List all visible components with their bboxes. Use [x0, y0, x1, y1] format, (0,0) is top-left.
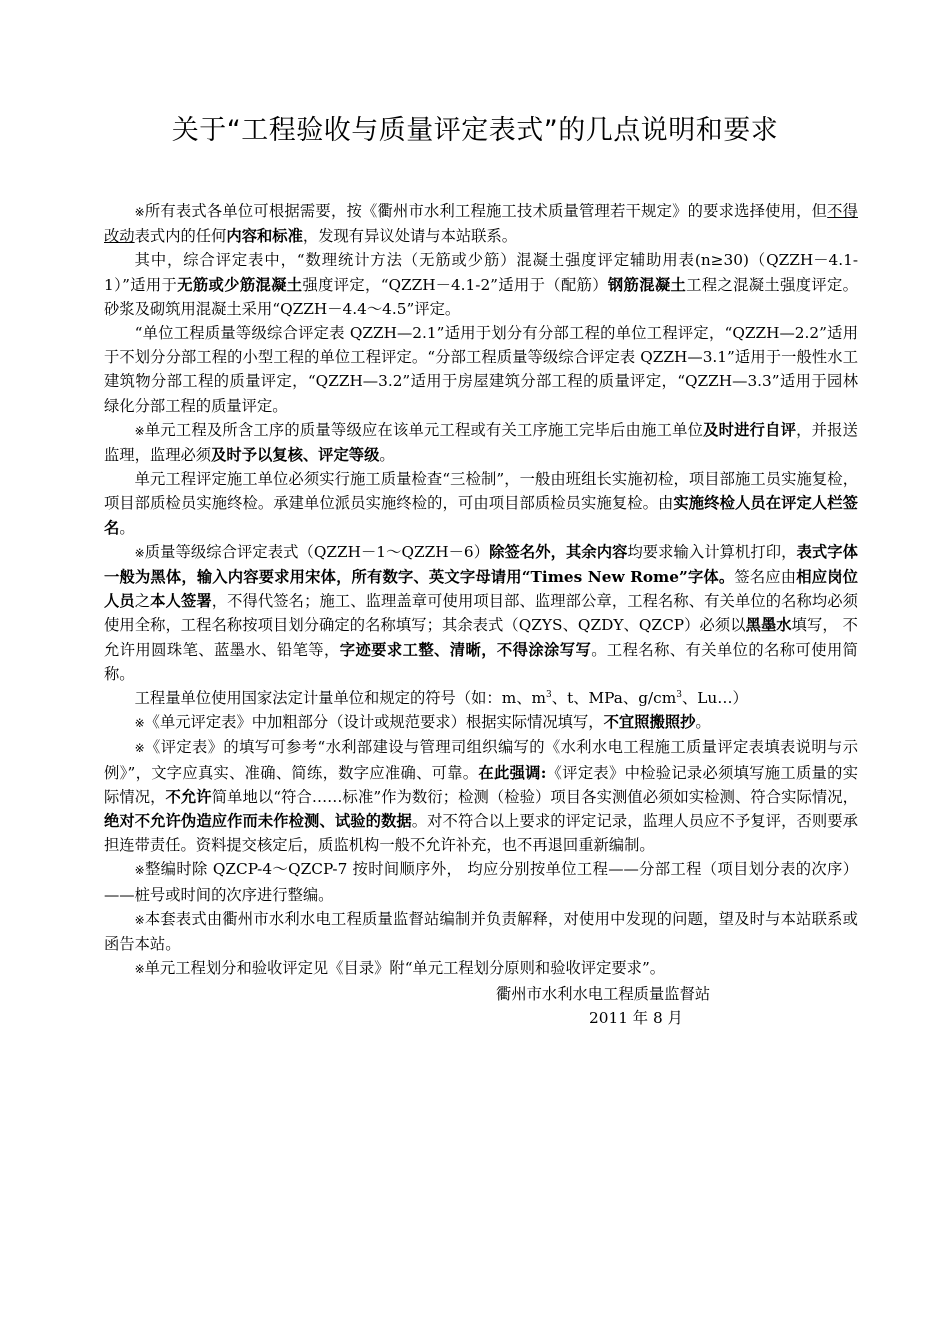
- bold-text: 钢筋混凝土: [607, 275, 687, 294]
- bold-text: 黑墨水: [745, 616, 792, 635]
- reference-mark: ※: [134, 423, 145, 438]
- text-run: 整编时除 QZCP-4～QZCP-7 按时间顺序外， 均应分别按单位工程——分部工程（项目划分表的次序）——桩号或时间的次序进行整编。: [104, 860, 858, 904]
- text-run: 《评定表》中检验记录必须填写施工质量的实际情况，: [104, 763, 859, 806]
- text-run: 其中，综合评定表中，“数理统计方法（无筋或少筋）混凝土强度评定辅助用表(n≥30)（QZZH－4.1-1）”适用于: [104, 251, 858, 294]
- text-run: 表式内的任何: [134, 227, 227, 246]
- text-run: ，发现有异议处请与本站联系。: [302, 227, 518, 246]
- text-run: 。: [695, 713, 711, 732]
- text-run: 之: [134, 592, 151, 611]
- reference-mark: ※: [134, 741, 146, 756]
- bold-text: 本人签署: [150, 592, 212, 611]
- paragraph-interpretation: [104, 907, 858, 956]
- text-run: 《单元评定表》中加粗部分（设计或规范要求）根据实际情况填写，: [144, 713, 604, 732]
- superscript: 3: [676, 689, 682, 700]
- text-run: 均要求输入计算机打印，: [627, 542, 797, 561]
- bold-text: 字迹要求工整、清晰，不得涂涂写写: [339, 640, 592, 659]
- paragraph-bold-fields: [104, 710, 858, 735]
- superscript: 3: [546, 689, 552, 700]
- bold-text: 绝对不允许伪造应作而未作检测、试验的数据: [104, 812, 412, 831]
- bold-text: 表式字体一般为黑体，输入内容要求用宋体，所有数字、英文字母请用“Times New Rome”字体。: [104, 542, 858, 587]
- bold-text: 实施终检人员在评定人栏签名: [104, 494, 858, 537]
- paragraph-unit-tables: “单位工程质量等级综合评定表 QZZH—2.1”适用于划分有分部工程的单位工程评定，“QZZH—2.2”适用于不划分分部工程的小型工程的单位工程评定。“分部工程质量等级综合评定表 QZZH—3.1”适用于一般性水工建筑物分部工程的质量评定，“QZZH—3.2”适用于房屋建筑分部工程的质量评定，“QZZH—3.3”适用于园林绿化分部工程的质量评定。: [104, 324, 858, 415]
- text-run: 。: [119, 518, 135, 537]
- paragraph-usage: [104, 199, 858, 248]
- bold-text: 内容和标准: [226, 227, 303, 246]
- text-run: 工程之混凝土强度评定。砂浆及砌筑用混凝土采用“QZZH－4.4～4.5”评定。: [104, 275, 858, 318]
- text-run: 。工程名称、有关单位的名称可使用简称。: [104, 640, 858, 683]
- text-run: 。: [379, 446, 395, 465]
- text-run: 工程量单位使用国家法定计量单位和规定的符号（如：m、m: [134, 689, 547, 708]
- reference-mark: ※: [134, 716, 145, 731]
- text-run: ，并报送监理，监理必须: [104, 420, 858, 465]
- bold-text: 在此强调:: [478, 763, 547, 782]
- text-run: 。对不符合以上要求的评定记录，监理人员应不予复评，否则要承担连带责任。资料提交核定后，质监机构一般不允许补充，也不再退回重新编制。: [104, 812, 858, 855]
- signature: 衢州市水利水电工程质量监督站: [496, 984, 711, 1003]
- bold-text: 无筋或少筋混凝土: [177, 275, 303, 294]
- text-run: 、Lu…）: [681, 689, 748, 708]
- text-run: 签名应由: [734, 568, 797, 587]
- reference-mark: ※: [134, 962, 145, 977]
- bold-text: 不允许: [165, 787, 212, 806]
- text-run: 强度评定，“QZZH－4.1-2”适用于（配筋）: [302, 275, 608, 294]
- bold-text: 不宜照搬照抄: [603, 713, 696, 732]
- bold-text: 及时进行自评: [703, 420, 797, 439]
- bold-text: 及时予以复核、评定等级: [211, 446, 380, 465]
- text-run: 、t、MPa、g/cm: [551, 689, 677, 708]
- paragraph-units: [104, 686, 858, 710]
- text-run: 本套表式由衢州市水利水电工程质量监督站编制并负责解释，对使用中发现的问题，望及时与本站联系或函告本站。: [104, 909, 858, 954]
- paragraph-division: [104, 956, 858, 981]
- bold-text: 除签名外，其余内容: [489, 542, 628, 561]
- text-run: 所有表式各单位可根据需要，按《衢州市水利工程施工技术质量管理若干规定》的要求选择使用，但: [144, 202, 828, 220]
- paragraph-format-requirements: [104, 540, 858, 686]
- text-run: 单元工程划分和验收评定见《目录》附“单元工程划分原则和验收评定要求”。: [144, 959, 666, 978]
- underlined-text: 不得改动: [104, 202, 858, 246]
- paragraph-concrete-tables: [104, 248, 858, 321]
- reference-mark: ※: [134, 545, 145, 560]
- text-run: ，不得代签名；施工、监理盖章可使用项目部、监理部公章，工程名称、有关单位的名称均必须使用全称，工程名称按项目划分确定的名称填写；其余表式（QZYS、QZDY、QZCP）必须以: [104, 592, 858, 635]
- paragraph-compilation: [104, 857, 858, 906]
- reference-mark: ※: [134, 912, 145, 927]
- text-run: 单元工程及所含工序的质量等级应在该单元工程或有关工序施工完毕后由施工单位: [144, 420, 704, 439]
- paragraph-three-checks: [104, 467, 858, 540]
- text-run: 填写， 不允许用圆珠笔、蓝墨水、铅笔等，: [104, 616, 858, 659]
- text-run: 质量等级综合评定表式（QZZH－1～QZZH－6）: [144, 542, 490, 561]
- text-run: 单元工程评定施工单位必须实行施工质量检查“三检制”，一般由班组长实施初检，项目部施工员实施复检，项目部质检员实施终检。承建单位派员实施终检的，可由项目部质检员实施复检。由: [104, 470, 858, 513]
- document-body: [104, 199, 858, 1030]
- text-run: 《评定表》的填写可参考“水利部建设与管理司组织编写的《水利水电工程施工质量评定表填表说明与示例》”，文字应真实、准确、简练，数字应准确、可靠。: [104, 738, 858, 782]
- document-title: 关于“工程验收与质量评定表式”的几点说明和要求: [171, 115, 779, 146]
- date: 2011 年 8 月: [589, 1008, 683, 1027]
- paragraph-self-evaluation: [104, 418, 858, 467]
- reference-mark: ※: [134, 205, 145, 219]
- paragraph-filling-guide: [104, 735, 858, 857]
- text-run: 简单地以“符合……标准”作为数衍；检测（检验）项目各实测值必须如实检测、符合实际情况，: [211, 787, 858, 806]
- reference-mark: ※: [134, 863, 146, 878]
- bold-text: 相应岗位人员: [104, 568, 858, 611]
